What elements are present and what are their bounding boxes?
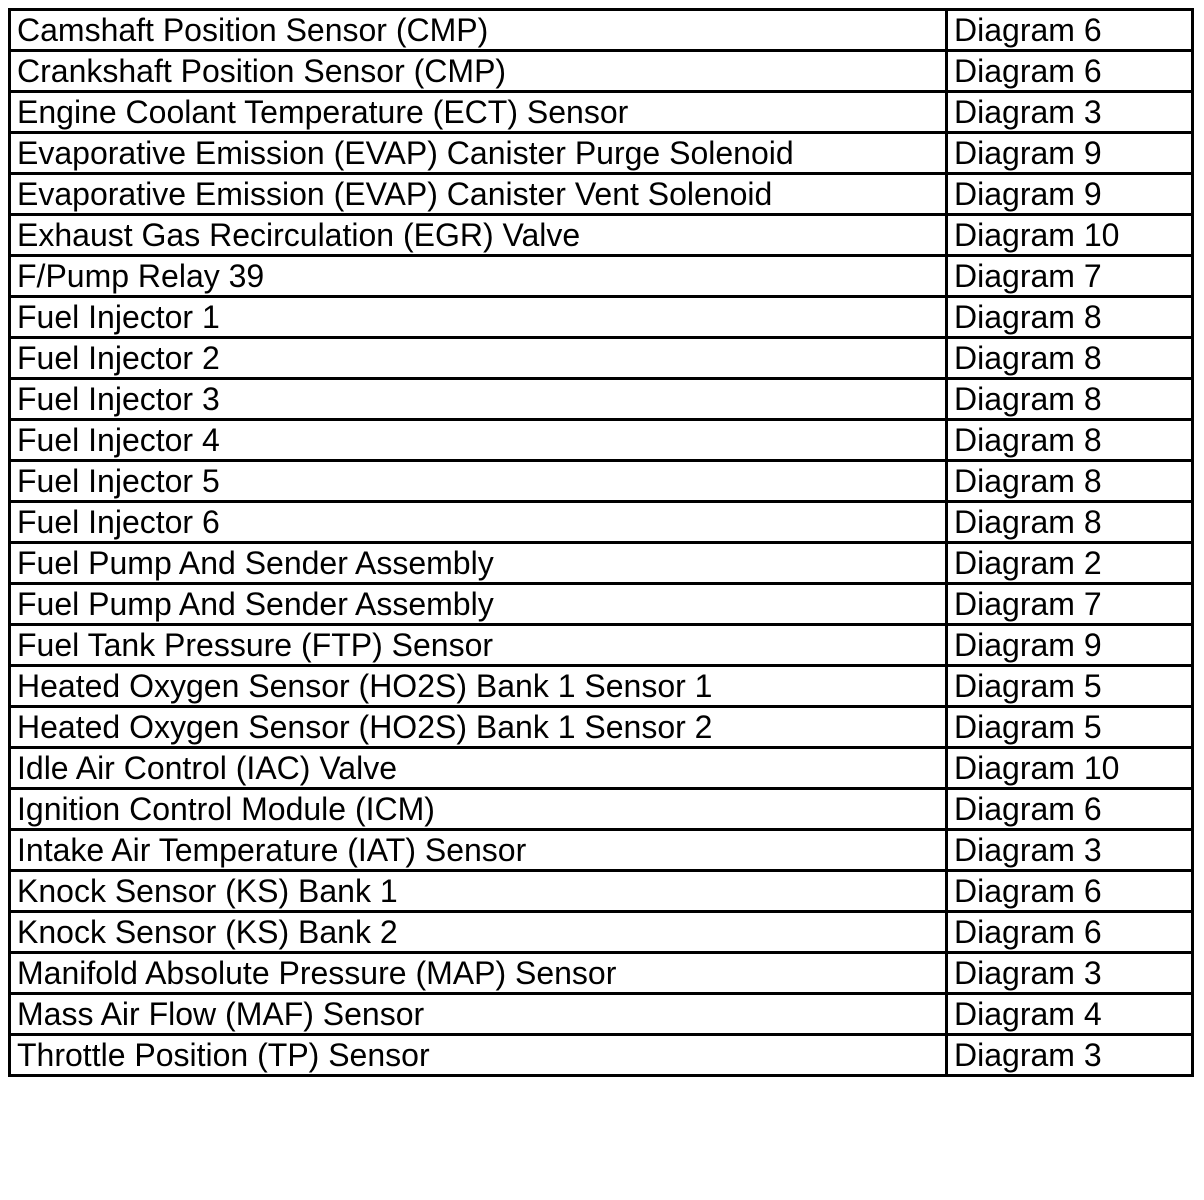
diagram-reference-cell: Diagram 3 — [947, 953, 1193, 994]
component-name-cell: Exhaust Gas Recirculation (EGR) Valve — [10, 215, 947, 256]
table-row — [10, 994, 1193, 1035]
table-row — [10, 625, 1193, 666]
component-name-cell: Fuel Injector 6 — [10, 502, 947, 543]
diagram-reference-cell: Diagram 9 — [947, 174, 1193, 215]
table-row — [10, 256, 1193, 297]
diagram-reference-cell: Diagram 5 — [947, 707, 1193, 748]
component-name-cell: Fuel Injector 2 — [10, 338, 947, 379]
diagram-reference-cell: Diagram 8 — [947, 338, 1193, 379]
component-name-cell: Fuel Injector 1 — [10, 297, 947, 338]
component-name-cell: Intake Air Temperature (IAT) Sensor — [10, 830, 947, 871]
table-row — [10, 174, 1193, 215]
table-row — [10, 133, 1193, 174]
table-row — [10, 338, 1193, 379]
table-row — [10, 379, 1193, 420]
diagram-reference-cell: Diagram 3 — [947, 1035, 1193, 1076]
diagram-reference-cell: Diagram 8 — [947, 420, 1193, 461]
component-name-cell: Manifold Absolute Pressure (MAP) Sensor — [10, 953, 947, 994]
component-name-cell: Idle Air Control (IAC) Valve — [10, 748, 947, 789]
diagram-reference-cell: Diagram 6 — [947, 51, 1193, 92]
component-name-cell: Fuel Pump And Sender Assembly — [10, 543, 947, 584]
diagram-reference-cell: Diagram 10 — [947, 748, 1193, 789]
component-name-cell: Fuel Injector 3 — [10, 379, 947, 420]
component-name-cell: Knock Sensor (KS) Bank 1 — [10, 871, 947, 912]
table-row — [10, 543, 1193, 584]
table-row — [10, 297, 1193, 338]
component-diagram-table — [8, 8, 1194, 1077]
table-row — [10, 912, 1193, 953]
table-row — [10, 789, 1193, 830]
diagram-reference-cell: Diagram 8 — [947, 502, 1193, 543]
diagram-reference-cell: Diagram 6 — [947, 789, 1193, 830]
diagram-reference-cell: Diagram 8 — [947, 297, 1193, 338]
diagram-reference-cell: Diagram 3 — [947, 92, 1193, 133]
component-name-cell: Fuel Injector 5 — [10, 461, 947, 502]
table-row — [10, 1035, 1193, 1076]
table-row — [10, 584, 1193, 625]
table-row — [10, 871, 1193, 912]
table-row — [10, 666, 1193, 707]
component-name-cell: Evaporative Emission (EVAP) Canister Vent Solenoid — [10, 174, 947, 215]
component-name-cell: Mass Air Flow (MAF) Sensor — [10, 994, 947, 1035]
diagram-reference-cell: Diagram 6 — [947, 10, 1193, 51]
table-row — [10, 92, 1193, 133]
table-row — [10, 461, 1193, 502]
component-name-cell: Knock Sensor (KS) Bank 2 — [10, 912, 947, 953]
component-name-cell: Throttle Position (TP) Sensor — [10, 1035, 947, 1076]
diagram-reference-cell: Diagram 6 — [947, 912, 1193, 953]
table-row — [10, 215, 1193, 256]
component-name-cell: Camshaft Position Sensor (CMP) — [10, 10, 947, 51]
table-row — [10, 51, 1193, 92]
table-row — [10, 830, 1193, 871]
diagram-reference-cell: Diagram 3 — [947, 830, 1193, 871]
table-row — [10, 748, 1193, 789]
diagram-reference-cell: Diagram 9 — [947, 625, 1193, 666]
table-row — [10, 502, 1193, 543]
component-name-cell: Fuel Injector 4 — [10, 420, 947, 461]
table-body — [10, 10, 1193, 1076]
component-name-cell: Heated Oxygen Sensor (HO2S) Bank 1 Sensor 2 — [10, 707, 947, 748]
component-name-cell: Engine Coolant Temperature (ECT) Sensor — [10, 92, 947, 133]
table-row — [10, 953, 1193, 994]
component-name-cell: Crankshaft Position Sensor (CMP) — [10, 51, 947, 92]
component-name-cell: Fuel Pump And Sender Assembly — [10, 584, 947, 625]
diagram-reference-cell: Diagram 7 — [947, 584, 1193, 625]
diagram-reference-cell: Diagram 9 — [947, 133, 1193, 174]
component-name-cell: Heated Oxygen Sensor (HO2S) Bank 1 Sensor 1 — [10, 666, 947, 707]
component-name-cell: Ignition Control Module (ICM) — [10, 789, 947, 830]
diagram-reference-cell: Diagram 7 — [947, 256, 1193, 297]
diagram-reference-cell: Diagram 5 — [947, 666, 1193, 707]
diagram-reference-cell: Diagram 6 — [947, 871, 1193, 912]
diagram-reference-cell: Diagram 2 — [947, 543, 1193, 584]
diagram-reference-cell: Diagram 8 — [947, 379, 1193, 420]
table-row — [10, 10, 1193, 51]
component-name-cell: F/Pump Relay 39 — [10, 256, 947, 297]
diagram-reference-cell: Diagram 10 — [947, 215, 1193, 256]
diagram-reference-cell: Diagram 8 — [947, 461, 1193, 502]
table-row — [10, 707, 1193, 748]
diagram-reference-cell: Diagram 4 — [947, 994, 1193, 1035]
component-name-cell: Fuel Tank Pressure (FTP) Sensor — [10, 625, 947, 666]
component-name-cell: Evaporative Emission (EVAP) Canister Purge Solenoid — [10, 133, 947, 174]
table-row — [10, 420, 1193, 461]
